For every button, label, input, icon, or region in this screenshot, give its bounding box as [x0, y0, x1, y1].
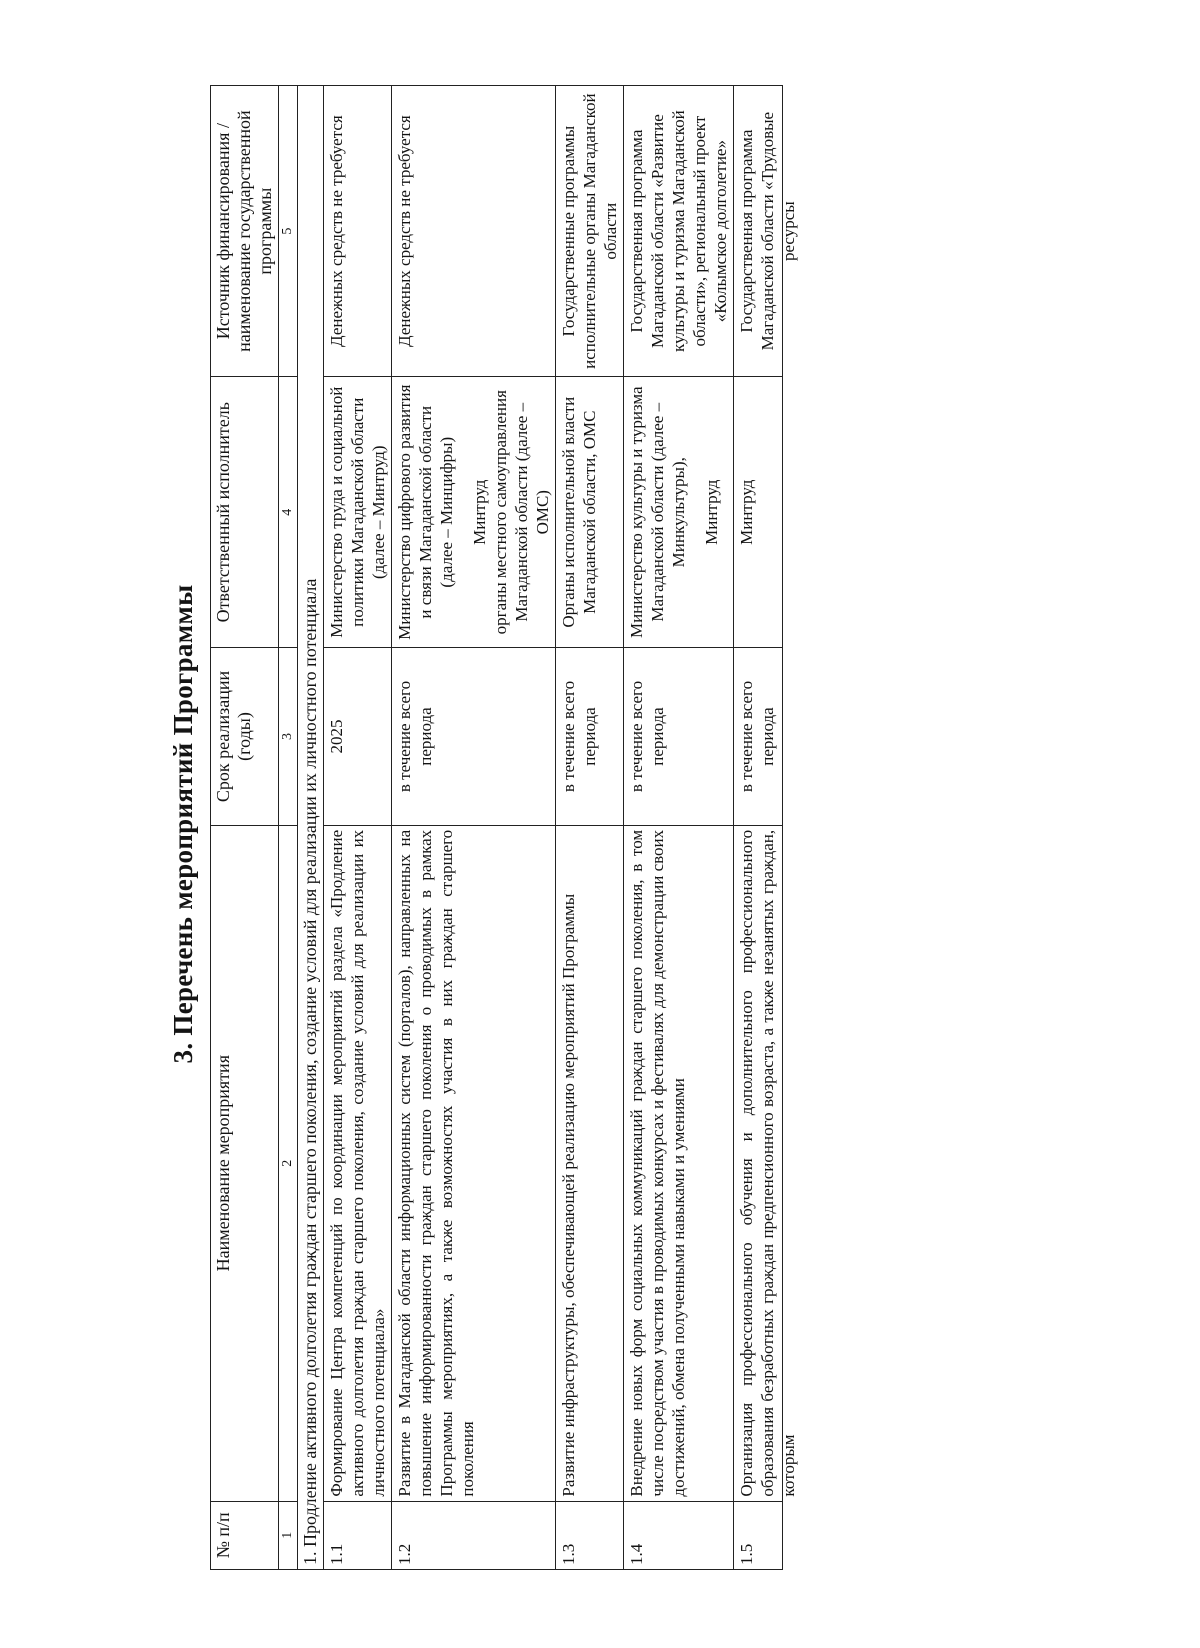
term: в течение всего периода: [624, 648, 734, 826]
page-title: 3. Перечень мероприятий Программы: [168, 584, 198, 1064]
term: в течение всего периода: [392, 648, 556, 826]
funding-source-text: Государственная программа Магаданской области «Трудовые ресурсы: [737, 111, 798, 351]
table-row: [392, 86, 556, 1570]
table-row: [734, 86, 783, 1570]
executor: [556, 377, 624, 648]
executor-line: Министерство труда и социальной политики Магаданской области (далее – Минтруд): [327, 386, 388, 638]
measure-name: Внедрение новых форм социальных коммуникаций граждан старшего поколения, в том числе посредством участия в проводимых конкурсах и фестивалях для демонстрации своих достижений, обмена полученными навыками и умениями: [624, 825, 734, 1501]
term: 2025: [324, 648, 392, 826]
section-row: [298, 86, 324, 1570]
funding-source: Государственная программа Магаданской области «Развитие культуры и туризма Магаданской области», региональный проект «Колымское долголетие»: [624, 86, 734, 377]
measure-name: [734, 825, 798, 1501]
column-number: 2: [279, 825, 298, 1501]
measure-name-text: Организация профессионального обучения и дополнительного профессионального образования безработных граждан предпенсионного возраста, а также незанятых граждан, которым: [737, 829, 798, 1497]
row-number: 1.2: [392, 1501, 556, 1569]
row-number: 1.5: [734, 1501, 783, 1569]
executor-line: органы местного самоуправления Магаданской области (далее – ОМС): [491, 390, 552, 635]
executor-line: Министерство цифрового развития и связи Магаданской области (далее – Минцифры): [395, 384, 456, 640]
funding-source: [734, 86, 798, 377]
executor-line: Минтруд: [470, 479, 489, 545]
table-row: [324, 86, 392, 1570]
funding-source: Денежных средств не требуется: [324, 86, 392, 377]
measure-name: Развитие инфраструктуры, обеспечивающей реализацию мероприятий Программы: [556, 825, 624, 1501]
table-row: [556, 86, 624, 1570]
column-number: 3: [279, 648, 298, 826]
column-number: 1: [279, 1501, 298, 1569]
column-number: 5: [279, 86, 298, 377]
measures-table: [210, 85, 798, 1570]
executor: [324, 377, 392, 648]
funding-source: Государственные программы исполнительные органы Магаданской области: [556, 86, 624, 377]
executor: [734, 377, 783, 648]
executor: [392, 377, 556, 648]
executor-line: Министерство культуры и туризма Магаданской области (далее – Минкультуры),: [627, 386, 688, 639]
section-heading: 1. Продление активного долголетия граждан старшего поколения, создание условий для реализации их личностного потенциала: [298, 86, 324, 1570]
executor-line: Минтруд: [737, 479, 756, 545]
executor-line: Минтруд: [702, 479, 721, 545]
header-executor: Ответственный исполнитель: [211, 377, 279, 648]
header-num: № п/п: [211, 1501, 279, 1569]
funding-source: Денежных средств не требуется: [392, 86, 556, 377]
table-row: [624, 86, 734, 1570]
header-name: Наименование мероприятия: [211, 825, 279, 1501]
row-number: 1.3: [556, 1501, 624, 1569]
measure-name: Развитие в Магаданской области информационных систем (порталов), направленных на повышение информированности граждан старшего поколения о проводимых в рамках Программы мероприятиях, а также возможностях участия в них граждан старшего поколения: [392, 825, 556, 1501]
executor: [624, 377, 734, 648]
header-source: Источник финансирования / наименование государственной программы: [211, 86, 279, 377]
header-row: [211, 86, 279, 1570]
header-term: Срок реализации (годы): [211, 648, 279, 826]
row-number: 1.1: [324, 1501, 392, 1569]
measure-name: Формирование Центра компетенций по координации мероприятий раздела «Продление активного долголетия граждан старшего поколения, создание условий для реализации их личностного потенциала»: [324, 825, 392, 1501]
executor-line: Магаданской области, ОМС: [580, 410, 599, 614]
executor-line: Органы исполнительной власти: [559, 396, 578, 628]
column-number: 4: [279, 377, 298, 648]
term: в течение всего периода: [556, 648, 624, 826]
row-number: 1.4: [624, 1501, 734, 1569]
term: в течение всего периода: [734, 648, 783, 826]
column-number-row: [279, 86, 298, 1570]
